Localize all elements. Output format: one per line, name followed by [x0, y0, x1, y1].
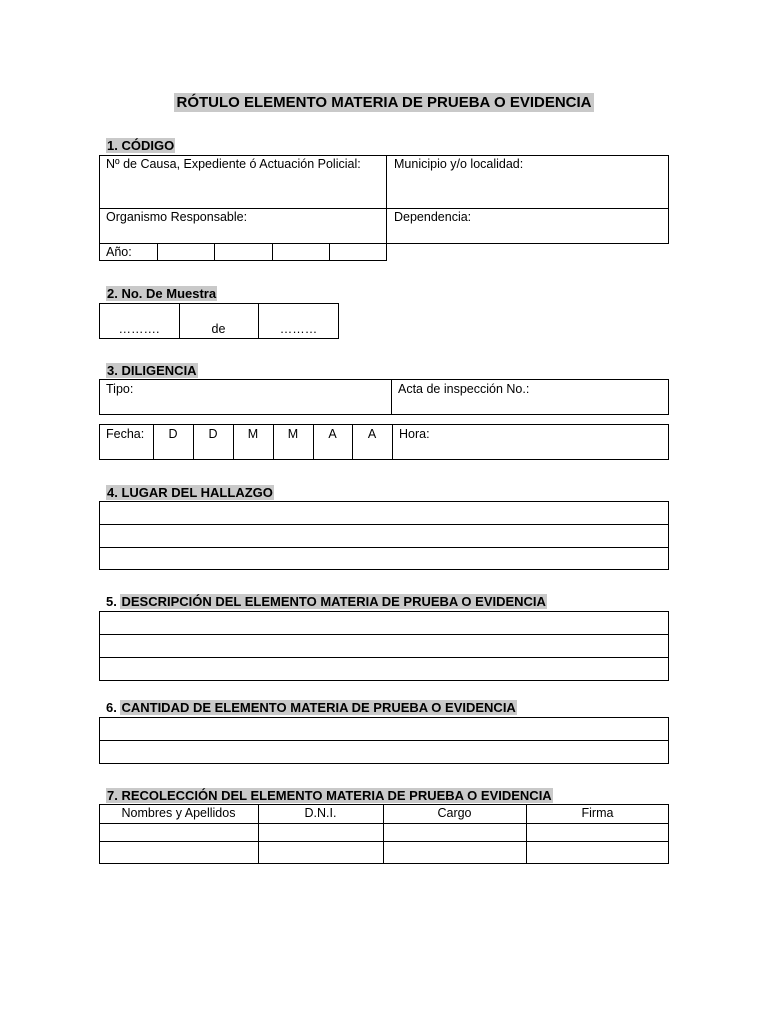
hora-field-label: Hora:: [399, 427, 430, 441]
muestra-total-blank: ………: [279, 322, 318, 336]
column-header-dni: D.N.I.: [304, 806, 337, 820]
diligencia-table: [99, 379, 669, 415]
muestra-de-label: de: [211, 322, 226, 336]
organismo-field-label: Organismo Responsable:: [106, 210, 248, 224]
section-descripcion-heading: 5. DESCRIPCIÓN DEL ELEMENTO MATERIA DE PRUEBA O EVIDENCIA: [106, 594, 546, 609]
anio-row: [99, 243, 387, 261]
dependencia-field-label: Dependencia:: [394, 210, 472, 224]
fecha-field-label: Fecha:: [106, 427, 145, 441]
section-codigo-heading: 1. CÓDIGO: [107, 138, 175, 153]
date-month-letter: M: [287, 427, 299, 441]
tipo-field-label: Tipo:: [106, 382, 134, 396]
descripcion-table: [99, 611, 669, 681]
municipio-field-label: Municipio y/o localidad:: [394, 157, 524, 171]
section-muestra-heading: 2. No. De Muestra: [107, 286, 217, 301]
column-header-firma: Firma: [581, 806, 614, 820]
page-title: [0, 93, 768, 113]
date-year-letter: A: [328, 427, 337, 441]
section-cantidad-heading: 6. CANTIDAD DE ELEMENTO MATERIA DE PRUEBA O EVIDENCIA: [106, 700, 516, 715]
anio-field-label: Año:: [106, 245, 132, 259]
column-header-cargo: Cargo: [437, 806, 472, 820]
date-year-letter: A: [367, 427, 377, 441]
column-header-nombres: Nombres y Apellidos: [121, 806, 236, 820]
section-recoleccion-heading: 7. RECOLECCIÓN DEL ELEMENTO MATERIA DE PRUEBA O EVIDENCIA: [107, 788, 552, 803]
date-day-letter: D: [168, 427, 178, 441]
date-day-letter: D: [208, 427, 218, 441]
muestra-number-blank: ……….: [118, 322, 160, 336]
date-month-letter: M: [247, 427, 259, 441]
causa-field-label: Nº de Causa, Expediente ó Actuación Policial:: [106, 157, 361, 171]
title-text: RÓTULO ELEMENTO MATERIA DE PRUEBA O EVIDENCIA: [176, 94, 592, 111]
acta-field-label: Acta de inspección No.:: [398, 382, 530, 396]
section-lugar-heading: 4. LUGAR DEL HALLAZGO: [107, 485, 273, 500]
lugar-table: [99, 501, 669, 570]
section-diligencia-heading: 3. DILIGENCIA: [107, 363, 197, 378]
